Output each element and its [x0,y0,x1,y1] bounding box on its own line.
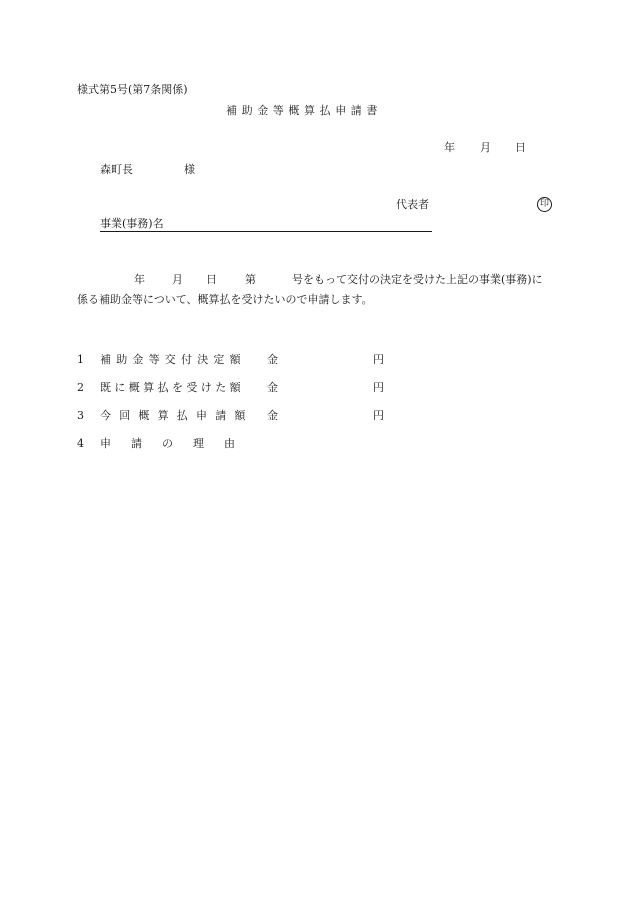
seal-mark: 印 [537,197,552,212]
item-amount-label: 金 [267,381,278,394]
item-amount-label: 金 [267,409,278,422]
item-number: 3 [77,409,84,422]
project-name-field [100,217,432,232]
item-unit: 円 [373,409,384,422]
form-number: 様式第5号(第7条関係) [77,83,188,96]
body-line2-text: 係る補助金等について、概算払を受けたいので申請します。 [77,293,373,306]
body-month-label: 月 [172,273,183,286]
item-label: 今回概算払申請額 [100,409,254,422]
date-month-label: 月 [480,141,491,154]
body-year-label: 年 [134,273,145,286]
body-line1-text: 号をもって交付の決定を受けた上記の事業(事務)に [292,273,543,286]
document-title: 補助金等概算払申請書 [226,104,382,117]
date-year-label: 年 [444,141,455,154]
item-label: 補助金等交付決定額 [100,353,246,366]
body-number-prefix: 第 [245,273,256,286]
item-number: 4 [77,437,84,450]
item-number: 1 [77,353,84,366]
project-name-label: 事業(事務)名 [100,217,164,230]
item-label: 申請の理由 [100,437,255,450]
recipient-name: 森町長 [100,163,133,176]
body-day-label: 日 [206,273,217,286]
item-unit: 円 [373,353,384,366]
date-day-label: 日 [515,141,526,154]
item-amount-label: 金 [267,353,278,366]
item-unit: 円 [373,381,384,394]
representative-label: 代表者 [396,198,429,211]
item-number: 2 [77,381,84,394]
recipient-honorific: 様 [184,163,195,176]
item-label: 既に概算払を受けた額 [100,381,244,394]
